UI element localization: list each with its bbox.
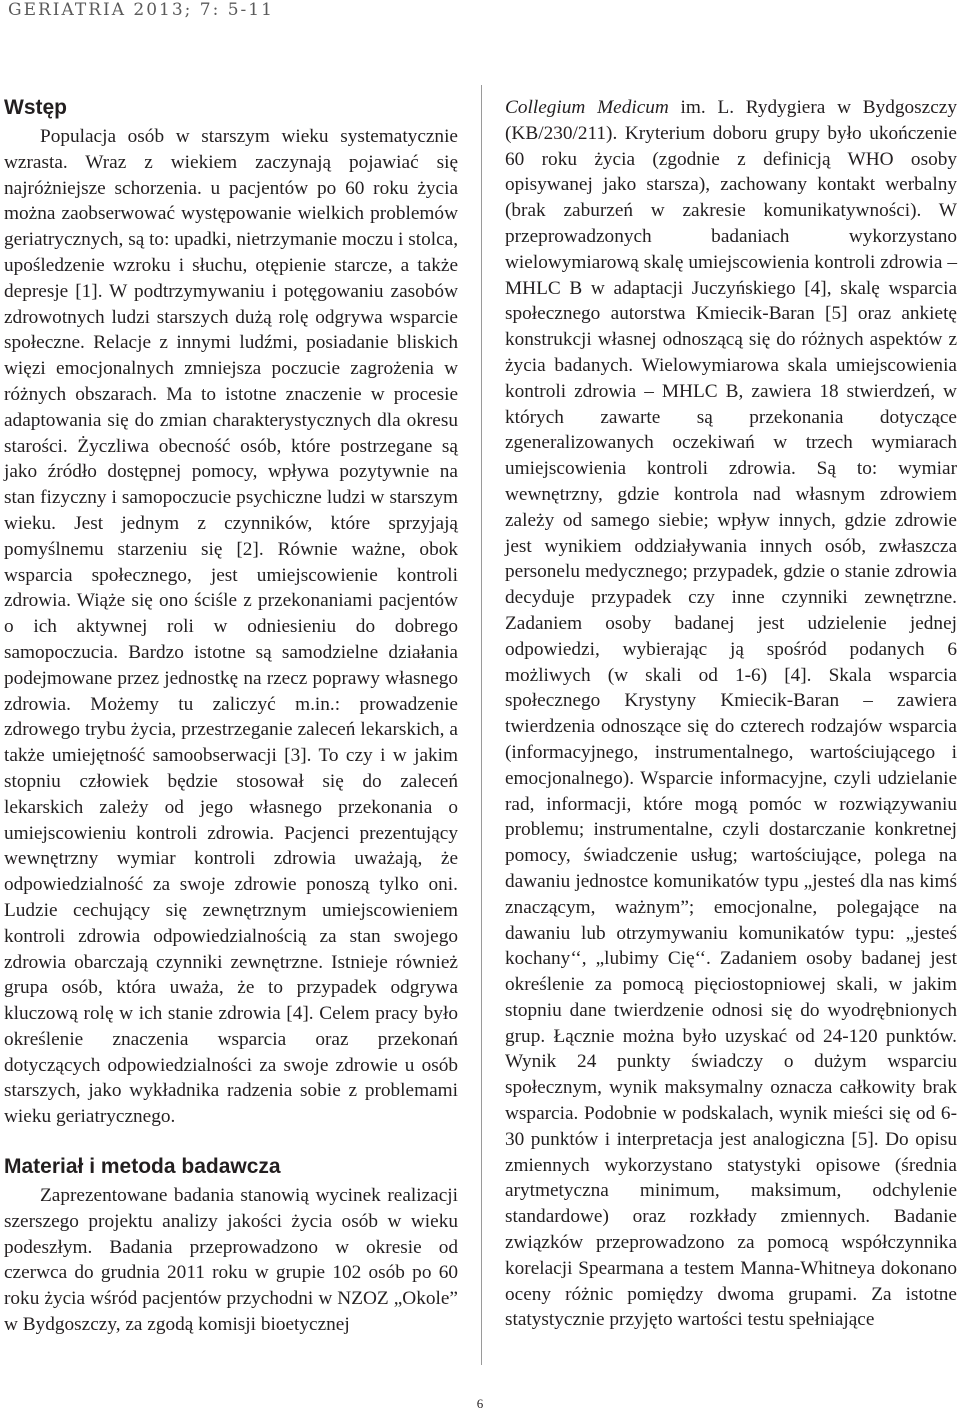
section-heading-methods: Materiał i metoda badawcza [4,1155,281,1179]
methods-continued-text: im. L. Rydygiera w Bydgoszczy (KB/230/211). Kryterium doboru grupy było ukończenie 60 roku życia (zgodnie z definicją WHO osoby opisywanej jako starsza), zachowany kontakt werbalny (brak zaburzeń w zakresie komunikatywności). W przeprowadzonych badaniach wykorzystano wielowymiarową skalę umiejscowienia kontroli zdrowia – MHLC B w adaptacji Juczyńskiego [4], skalę wsparcia społecznego autorstwa Kmiecik-Baran [5] oraz ankietę konstrukcji własnej odnoszącą się do różnych aspektów z życia badanych. Wielowymiarowa skala umiejscowienia kontroli zdrowia – MHLC B, zawiera 18 stwierdzeń, w których zawarte są przekonania dotyczące zgeneralizowanych oczekiwań w trzech wymiarach umiejscowienia kontroli zdrowia. Są to: wymiar wewnętrzny, gdzie kontrola nad własnym zdrowiem zależy od samego siebie; wpływ innych, gdzie zdrowie jest wynikiem oddziaływania innych osób, zwłaszcza personelu medycznego; przypadek, gdzie o stanie zdrowia decyduje przypadek czy inne czynniki zewnętrzne. Zadaniem osoby badanej jest udzielenie jednej odpowiedzi, wybierając ją spośród podanych 6 możliwych (w skali od 1-6) [4]. Skala wsparcia społecznego Krystyny Kmiecik-Baran – zawiera twierdzenia odnoszące się do czterech rodzajów wsparcia (informacyjnego, instrumentalnego, wartościującego i emocjonalnego). Wsparcie informacyjne, czyli udzielanie rad, informacji, które mogą pomóc w rozwiązywaniu problemu; instrumentalne, czyli dostarczanie konkretnej pomocy, świadczenie usług; wartościujące, polega na dawaniu jednostce komunikatów typu „jesteś dla nas kimś znaczącym, ważnym”; emocjonalne, polegające na dawaniu lub otrzymywaniu komunikatów typu: „jesteś kochany‘‘, „lubimy Cię‘‘. Zadaniem osoby badanej jest określenie za pomocą pięciostopniowej skali, w jakim stopniu dane twierdzenie odnosi się do wyodrębnionych grup. Łącznie można było uzyskać od 24-120 punktów. Wynik 24 punkty świadczy o dużym wsparciu społecznym, wynik maksymalny oznacza całkowity brak wsparcia. Podobnie w podskalach, wynik mieści się od 6-30 punktów i interpretacja jest analogiczna [5]. Do opisu zmiennych wykorzystano statystyki opisowe (średnia arytmetyczna minimum, maksimum, odchylenie standardowe) oraz rozkłady zmiennych. Badanie związków przeprowadzono za pomocą współczynnika korelacji Spearmana a testem Manna-Whitneya dokonano oceny różnic pomiędzy dwoma grupami. Za istotne statystycznie przyjęto wartości testu spełniające [505,97,957,1331]
paragraph-methods-continued [505,95,957,1333]
column-divider [481,85,482,1365]
section-heading-wstep: Wstęp [4,96,67,119]
page-number: 6 [476,1396,484,1411]
left-column [4,95,458,1338]
paragraph-introduction: Populacja osób w starszym wieku systematycznie wzrasta. Wraz z wiekiem zaczynają pojawiać się najróżniejsze schorzenia. u pacjentów po 60 roku życia można zaobserwować występowanie wielkich problemów geriatrycznych, są to: upadki, nietrzymanie moczu i stolca, upośledzenie wzroku i słuchu, otępienie starcze, a także depresje [1]. W podtrzymywaniu i potęgowaniu zasobów zdrowotnych ludzi starszych dużą rolę odgrywa wsparcie społeczne. Relacje z innymi ludźmi, posiadanie bliskich więzi emocjonalnych zmniejsza poczucie zagrożenia w różnych obszarach. Ma to istotne znaczenie w procesie adaptowania się do zmian charakterystycznych dla okresu starości. Życzliwa obecność osób, które postrzegane są jako źródło dostępnej pomocy, wpływa pozytywnie na stan fizyczny i samopoczucie psychiczne ludzi w starszym wieku. Jest jednym z czynników, które sprzyjają pomyślnemu starzeniu się [2]. Równie ważne, obok wsparcia społecznego, jest umiejscowienie kontroli zdrowia. Wiąże się ono ściśle z przekonaniami pacjentów o ich aktywnej roli w odniesieniu do dobrego samopoczucia. Bardzo istotne są samodzielne działania podejmowane przez jednostkę na rzecz poprawy własnego zdrowia. Możemy tu zaliczyć m.in.: prowadzenie zdrowego trybu życia, przestrzeganie zaleceń lekarskich, a także umiejętność samoobserwacji [3]. To czy i w jakim stopniu człowiek będzie stosował się do zaleceń lekarskich zależy od jego własnego przekonania o umiejscowieniu kontroli zdrowia. Pacjenci prezentujący wewnętrzny wymiar kontroli zdrowia uważają, że odpowiedzialność za swoje zdrowie ponoszą tylko oni. Ludzie cechujący się zewnętrznym umiejscowieniem kontroli zdrowia odpowiedzialnością za stan swojego zdrowia obarczają czynniki zewnętrzne. Istnieje również grupa osób, która uważa, że to przypadek odgrywa kluczową rolę w ich stanie zdrowia [4]. Celem pracy było określenie znaczenia wsparcia oraz przekonań dotyczących odpowiedzialności za swoje zdrowie u osób starszych, jako wykładnika radzenia sobie z problemami wieku geriatrycznego. [4,126,459,1128]
italic-institution: Collegium Medicum [505,97,669,118]
journal-header: GERIATRIA 2013; 7: 5-11 [8,0,274,20]
paragraph-methods: Zaprezentowane badania stanowią wycinek realizacji szerszego projektu analizy jakości życia osób w wieku podeszłym. Badania przeprowadzono w okresie od czerwca do grudnia 2011 roku w grupie 102 osób po 60 roku życia wśród pacjentów przychodni w NZOZ „Okole” w Bydgoszczy, za zgodą komisji bioetycznej [4,1185,458,1336]
right-column [505,95,957,1333]
